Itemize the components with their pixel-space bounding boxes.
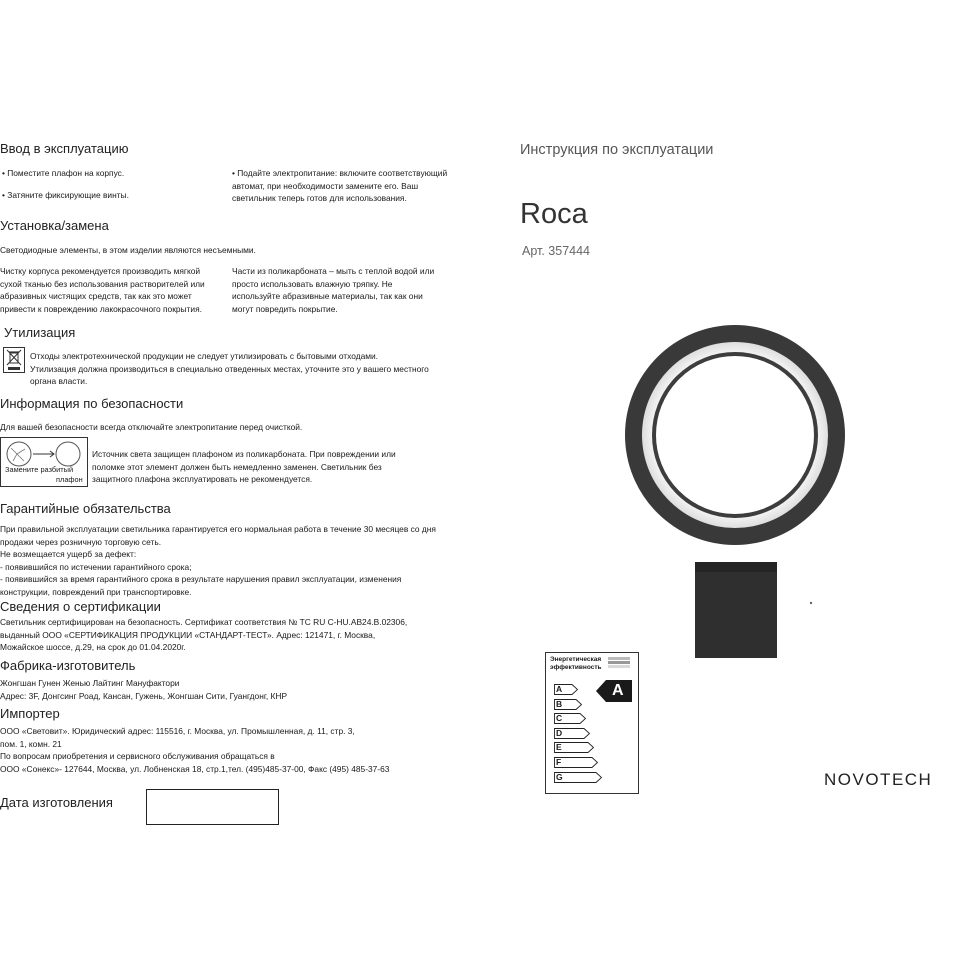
importer-heading: Импортер [0,706,60,721]
warranty-heading: Гарантийные обязательства [0,501,171,516]
text-line: Отходы электротехнической продукции не следует утилизировать с бытовыми отходами. [30,351,379,361]
energy-grade-label: D [556,727,563,738]
manual-title: Инструкция по эксплуатации [520,142,714,158]
install-col-2 [232,265,434,315]
commissioning-item-3 [232,167,447,205]
lamp-base [695,562,777,658]
text-line: Можайское шоссе, д.29, на срок до 01.04.2020г. [0,642,186,653]
novotech-logo [824,770,932,790]
text-line: пом. 1, комн. 21 [0,738,62,749]
text-line: конструкции, повреждений при транспортировке. [0,586,192,597]
text-line: защитного плафона эксплуатировать не рекомендуется. [92,474,313,485]
install-heading: Установка/замена [0,218,109,233]
cert-heading: Сведения о сертификации [0,599,161,614]
install-line: Светодиодные элементы, в этом изделии являются несъемными. [0,245,256,255]
logo-text: NOVOTECH [824,770,933,789]
text-line: сухой тканью без использования растворителей или [0,278,205,289]
text-line: используйте абразивные материалы, так как они [232,291,423,302]
disposal-heading: Утилизация [4,325,76,340]
text-line: ООО «Сонекс»- 127644, Москва, ул. Лобненская 18, стр.1,тел. (495)485-37-00, Факс (495) 485-37-63 [0,763,390,774]
text-line: органа власти. [30,376,88,387]
text-line: Части из поликарбоната – мыть с теплой водой или [232,266,435,276]
energy-grade-label: C [556,713,563,724]
energy-grade-f [554,757,598,768]
manufacture-date-heading: Дата изготовления [0,795,113,810]
energy-rating: A [612,682,624,699]
text-line: • Подайте электропитание: включите соответствующий [232,168,448,178]
text-line: Чистку корпуса рекомендуется производить мягкой [0,266,201,276]
energy-grade-a [554,684,578,695]
energy-grade-label: B [556,698,563,709]
factory-text [0,677,287,702]
article-number: Арт. 357444 [522,244,591,258]
text-line: абразивных чистящих средств, так как это может [0,291,192,302]
text-line: автомат, при необходимости замените его. Ваш [232,180,419,191]
manufacture-date-box [146,789,279,825]
text-line: Адрес: 3F, Донгсинг Роад, Кансан, Гужень, Жонгшан Сити, Гуангдонг, КНР [0,690,288,701]
energy-grade-g [554,772,602,783]
lamp-illustration [610,300,860,670]
importer-text [0,725,389,775]
energy-grade-label: F [556,757,562,767]
energy-scale-bar [608,657,630,660]
safety-text [92,448,396,486]
text-line: Источник света защищен плафоном из поликарбоната. При повреждении или [92,449,396,459]
replace-caption-l2: плафон [56,475,83,484]
cert-text [0,616,407,654]
text-line: выданный ООО «СЕРТИФИКАЦИЯ ПРОДУКЦИИ «СТАНДАРТ-ТЕСТ». Адрес: 121471, г. Москва, [0,629,376,640]
text-line: просто использовать влажную тряпку. Не [232,278,393,289]
energy-title-l2: эффективность [550,664,602,671]
energy-grade-label: A [556,684,563,694]
text-line: Жонгшан Гунен Женью Лайтинг Мануфактори [0,678,180,688]
energy-title [550,656,602,672]
energy-scale-bar [608,665,630,668]
text-line: При правильной эксплуатации светильника гарантируется его нормальная работа в течение 30 месяцев со дня [0,524,436,534]
text-line: светильник теперь готов для использования. [232,193,407,204]
safety-line: Для вашей безопасности всегда отключайте электропитание перед очисткой. [0,422,303,432]
energy-label [545,652,639,794]
energy-grade-label: E [556,742,562,753]
safety-heading: Информация по безопасности [0,396,184,411]
text-line: Утилизация должна производиться в специально отведенных местах, уточните это у вашего местного [30,363,429,374]
text-line: ООО «Световит». Юридический адрес: 115516, г. Москва, ул. Промышленная, д. 11, стр. 3, [0,726,355,736]
energy-grade-e [554,742,594,753]
install-col-1 [0,265,205,315]
text-line: могут повредить покрытие. [232,303,338,314]
replace-caption-l1: Замените разбитый [5,465,74,474]
text-line: По вопросам приобретения и сервисного обслуживания обращаться в [0,751,275,762]
text-line: - появившийся по истечении гарантийного срока; [0,561,192,572]
factory-heading: Фабрика-изготовитель [0,658,136,673]
energy-grade-d [554,728,590,739]
disposal-text [30,350,429,388]
text-line: продажи через розничную торговую сеть. [0,536,162,547]
energy-title-l1: Энергетическая [550,656,602,663]
crossed-bin-icon [3,347,25,373]
warranty-text [0,523,436,599]
commissioning-item-1: • Поместите плафон на корпус. [2,168,125,178]
energy-grade-b [554,699,582,710]
text-line: поломке этот элемент должен быть немедленно заменен. Светильник без [92,461,382,472]
energy-grade-c [554,713,586,724]
text-line: привести к повреждению лакокрасочного покрытия. [0,303,202,314]
text-line: - появившийся за время гарантийного срока в результате нарушения правил эксплуатации, изменения [0,574,402,585]
energy-scale-bar [608,661,630,664]
text-line: Не возмещается ущерб за дефект: [0,549,137,560]
commissioning-item-2: • Затяните фиксирующие винты. [2,190,129,200]
product-name: Roca [520,198,588,230]
commissioning-heading: Ввод в эксплуатацию [0,141,129,156]
energy-grade-label: G [556,771,563,782]
text-line: Светильник сертифицирован на безопасность. Сертификат соответствия № ТС RU C-HU.AB24.B.02306, [0,617,408,627]
